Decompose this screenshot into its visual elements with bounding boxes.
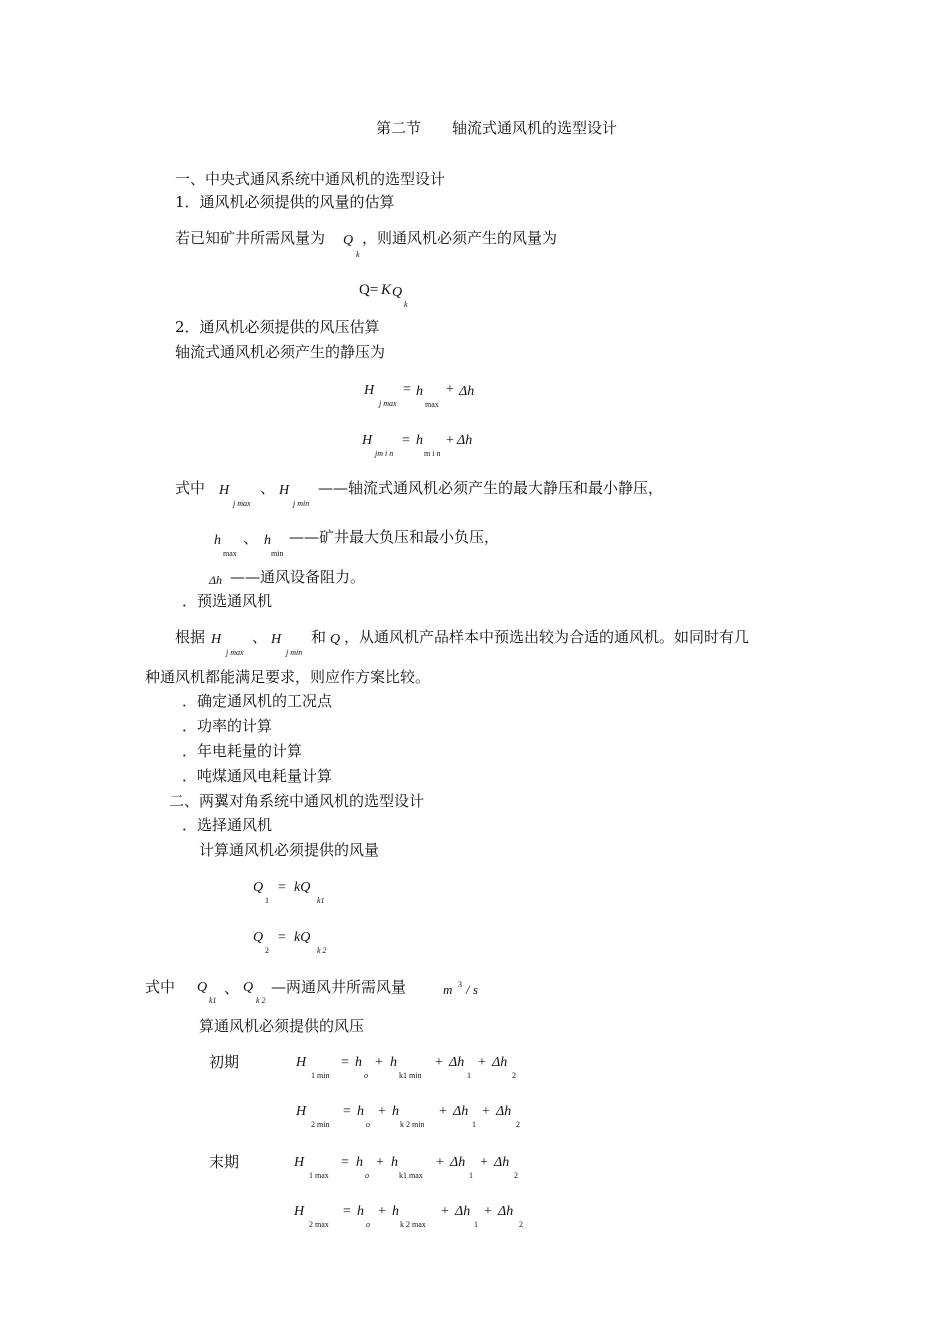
eq0-dh2sub: 2 [512, 1071, 516, 1080]
part1-s2-title: 2．通风机必须提供的风压估算 [175, 318, 380, 336]
part1-s2-text: 轴流式通风机必须产生的静压为 [175, 343, 386, 361]
eq2-H: H [294, 1155, 305, 1170]
eq0-h: h [355, 1055, 362, 1070]
eq1-p3: + [482, 1104, 490, 1119]
part1-s3-title: ．预选通风机 [182, 592, 273, 610]
eq1-p2: + [439, 1104, 447, 1119]
eq2-dh1: Δh [450, 1155, 466, 1170]
page-title: 轴流式通风机的选型设计 [452, 119, 618, 137]
eq0-H: H [296, 1055, 307, 1070]
s3-H2sub: j min [286, 648, 303, 657]
formula-q-k: K [381, 282, 392, 298]
label-final: 末期 [209, 1153, 240, 1171]
f-hjmin-eq: = [402, 433, 410, 448]
eq2-hsub: o [365, 1171, 369, 1180]
eq2-dh2: Δh [494, 1155, 510, 1170]
eq1-h: h [357, 1104, 364, 1119]
label-initial: 初期 [209, 1053, 240, 1071]
part1-heading: 一、中央式通风系统中通风机的选型设计 [175, 170, 446, 188]
eq1-hsub: o [366, 1120, 370, 1129]
eq3-hksub: k 2 max [400, 1220, 426, 1229]
f-hjmin-plus: + [446, 433, 454, 448]
eq3-dh1sub: 1 [474, 1220, 478, 1229]
eq2-hksub: k1 max [399, 1171, 423, 1180]
eq1-p1: + [378, 1104, 386, 1119]
s3-H2: H [271, 632, 282, 647]
eq3-dh1: Δh [455, 1204, 471, 1219]
f-hjmax-H: H [364, 383, 375, 398]
unit-m: m [443, 982, 453, 997]
eq0-hsub: o [364, 1071, 368, 1080]
unit-exp: 3 [458, 980, 462, 989]
p2-where-Q2sub: k 2 [256, 996, 266, 1005]
p2-where-sep: 、 [224, 979, 240, 997]
f-q1-Q: Q [253, 880, 264, 895]
part1-s1-title: 1．通风机必须提供的风量的估算 [175, 193, 395, 211]
part2-s1: ．选择通风机 [182, 816, 273, 834]
eq2-Hsub: 1 max [309, 1171, 329, 1180]
eq1-eq: = [343, 1104, 351, 1119]
part1-s1-text-b: ，则通风机必须产生的风量为 [362, 229, 558, 247]
part1-s4: ．确定通风机的工况点 [182, 692, 333, 710]
eq3-p3: + [484, 1204, 492, 1219]
eq3-eq: = [343, 1204, 351, 1219]
eq0-hk: h [390, 1055, 397, 1070]
f-hjmax-plus: + [446, 382, 454, 397]
eq3-h: h [357, 1204, 364, 1219]
formula-q-q: Q [392, 285, 403, 300]
part2-heading: 二、两翼对角系统中通风机的选型设计 [169, 792, 425, 810]
f-hjmax-Hsub: j max [379, 399, 397, 408]
eq0-hksub: k1 min [399, 1071, 422, 1080]
where-h1sub: max [223, 549, 237, 558]
eq0-p1: + [375, 1055, 383, 1070]
eq1-hk: h [392, 1104, 399, 1119]
eq2-h: h [356, 1155, 363, 1170]
formula-q-lhs: Q= [359, 282, 379, 298]
where-H1sub: j max [233, 499, 251, 508]
s3-sep: 、 [252, 628, 268, 646]
eq0-dh1sub: 1 [467, 1071, 471, 1080]
part1-s3-text-c: 种通风机都能满足要求，则应作方案比较。 [145, 668, 431, 686]
f-hjmax-eq: = [403, 382, 411, 397]
s3-H1sub: j max [226, 648, 244, 657]
p2-where-Q2: Q [243, 980, 254, 995]
eq1-dh1sub: 1 [472, 1120, 476, 1129]
eq2-p1: + [376, 1155, 384, 1170]
eq2-dh2sub: 2 [514, 1171, 518, 1180]
where-sep: 、 [260, 479, 276, 497]
part1-s3-text-a: 根据 [175, 628, 206, 646]
f-q1-eq: = [278, 880, 286, 895]
part2-text2: 算通风机必须提供的风压 [199, 1017, 365, 1035]
eq3-hsub: o [366, 1220, 370, 1229]
f-q1-ksub: k1 [317, 896, 325, 905]
part1-s3-text-b: ，从通风机产品样本中预选出较为合适的通风机。如同时有几 [344, 628, 750, 646]
f-hjmin-H: H [362, 433, 373, 448]
f-q2-Qsub: 2 [265, 946, 269, 955]
part2-text1: 计算通风机必须提供的风量 [199, 841, 380, 859]
f-hjmax-dh: Δh [459, 384, 475, 399]
eq1-H: H [296, 1104, 307, 1119]
f-hjmin-hsub: m i n [424, 449, 441, 458]
eq2-dh1sub: 1 [469, 1171, 473, 1180]
f-q1-Qsub: 1 [265, 896, 269, 905]
f-hjmin-h: h [416, 433, 423, 448]
part1-s7: ．吨煤通风电耗量计算 [182, 767, 333, 785]
eq0-p3: + [478, 1055, 486, 1070]
eq1-Hsub: 2 min [311, 1120, 330, 1129]
eq0-eq: = [341, 1055, 349, 1070]
where-H2sub: j min [293, 499, 310, 508]
eq1-hksub: k 2 min [400, 1120, 425, 1129]
f-q2-eq: = [278, 930, 286, 945]
eq3-dh2sub: 2 [519, 1220, 523, 1229]
f-q1-kQ: kQ [294, 880, 311, 895]
s3-H1: H [211, 632, 222, 647]
eq3-hk: h [392, 1204, 399, 1219]
eq3-H: H [294, 1204, 305, 1219]
eq0-dh1: Δh [449, 1055, 465, 1070]
part1-s6: ．年电耗量的计算 [182, 742, 303, 760]
eq0-dh2: Δh [492, 1055, 508, 1070]
eq2-eq: = [341, 1155, 349, 1170]
where-desc3: ——通风设备阻力。 [230, 568, 366, 586]
eq2-p2: + [436, 1155, 444, 1170]
part2-where-label: 式中 [145, 978, 176, 996]
unit-s: / s [466, 982, 478, 997]
where-desc2: ——矿井最大负压和最小负压， [289, 528, 500, 546]
part1-s1-text-a: 若已知矿井所需风量为 [175, 229, 326, 247]
f-hjmax-hsub: max [425, 400, 439, 409]
eq3-Hsub: 2 max [309, 1220, 329, 1229]
f-q2-Q: Q [253, 930, 264, 945]
eq1-dh2: Δh [496, 1104, 512, 1119]
part1-s5: ．功率的计算 [182, 717, 273, 735]
f-hjmax-h: h [416, 384, 423, 399]
where-h2sub: min [271, 549, 284, 558]
where-H2: H [279, 483, 290, 498]
where-desc: ——轴流式通风机必须产生的最大静压和最小静压， [318, 479, 664, 497]
f-hjmin-Hsub: jm i n [375, 449, 394, 458]
eq1-dh2sub: 2 [516, 1120, 520, 1129]
p2-where-desc: —两通风井所需风量 [271, 978, 407, 996]
section-number: 第二节 [376, 119, 422, 137]
eq2-p3: + [480, 1155, 488, 1170]
eq3-dh2: Δh [498, 1204, 514, 1219]
s3-Q: Q [330, 632, 341, 647]
eq0-p2: + [435, 1055, 443, 1070]
eq3-p1: + [378, 1204, 386, 1219]
p2-where-Q1sub: k1 [209, 996, 217, 1005]
eq3-p2: + [441, 1204, 449, 1219]
eq0-Hsub: 1 min [311, 1071, 330, 1080]
eq1-dh1: Δh [453, 1104, 469, 1119]
eq2-hk: h [391, 1155, 398, 1170]
s3-and: 和 [311, 628, 327, 646]
p2-where-Q1: Q [197, 980, 208, 995]
where-label: 式中 [175, 479, 206, 497]
where-h2: h [264, 533, 271, 548]
where-dh: Δh [209, 573, 223, 587]
where-h1: h [214, 533, 221, 548]
formula-q-sub: k [404, 300, 408, 309]
f-hjmin-dh: Δh [457, 433, 473, 448]
f-q2-ksub: k 2 [317, 946, 327, 955]
where-H1: H [219, 483, 230, 498]
symbol-q: Q [343, 233, 354, 248]
symbol-q-sub: k [356, 250, 360, 259]
f-q2-kQ: kQ [294, 930, 311, 945]
where-sep2: 、 [243, 529, 259, 547]
